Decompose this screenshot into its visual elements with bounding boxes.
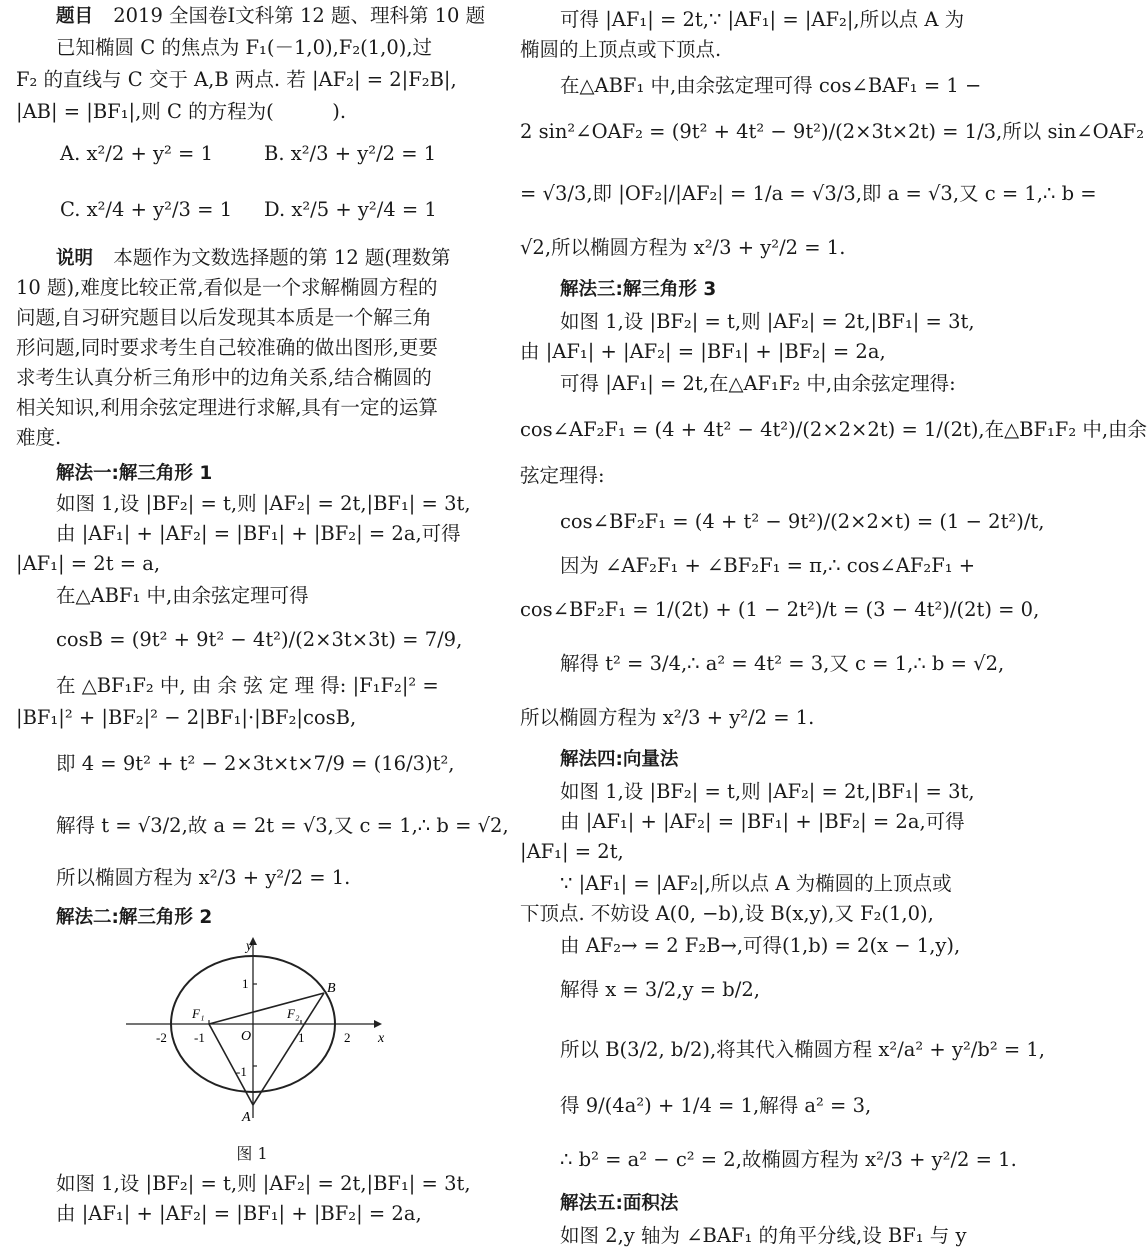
method2-formula: = √3/3,即 |OF₂|/|AF₂| = 1/a = √3/3,即 a = √3,又 c = 1,∴ b = (520, 182, 1097, 205)
point-a-label: A (242, 1110, 251, 1125)
method1-line: 在△ABF₁ 中,由余弦定理可得 (56, 584, 309, 607)
x-tick-label: 2 (344, 1030, 351, 1045)
option-c: C. x²/4 + y²/3 = 1 (60, 198, 233, 221)
note-line: 10 题),难度比较正常,看似是一个求解椭圆方程的 (16, 276, 438, 299)
method1-formula: cosB = (9t² + 9t² − 4t²)/(2×3t×3t) = 7/9, (56, 628, 463, 651)
method4-line: 由 AF₂→ = 2 F₂B→,可得(1,b) = 2(x − 1,y), (560, 934, 961, 957)
method1-line: |AF₁| = 2t = a, (16, 552, 161, 575)
note-first-line (16, 244, 488, 273)
x-axis-label: x (378, 1031, 385, 1046)
method2-conclusion: √2,所以椭圆方程为 x²/3 + y²/2 = 1. (520, 236, 846, 259)
point-b-label: B (327, 981, 336, 996)
method3-formula: cos∠BF₂F₁ = (4 + t² − 9t²)/(2×2×t) = (1 − 2t²)/t, (560, 510, 1045, 533)
method4-line: 所以 B(3/2, b/2),将其代入椭圆方程 x²/a² + y²/b² = 1, (560, 1038, 1045, 1061)
problem-line: |AB| = |BF₁|,则 C 的方程为( ). (16, 100, 347, 123)
method1-line: 如图 1,设 |BF₂| = t,则 |AF₂| = 2t,|BF₁| = 3t, (56, 492, 471, 515)
method4-line: 得 9/(4a²) + 1/4 = 1,解得 a² = 3, (560, 1094, 872, 1117)
y-tick-label: -1 (236, 1064, 247, 1079)
note-line: 问题,自习研究题目以后发现其本质是一个解三角 (16, 306, 432, 329)
method4-line: |AF₁| = 2t, (520, 840, 624, 863)
method2-line: 椭圆的上顶点或下顶点. (520, 38, 722, 61)
method4-line: 下顶点. 不妨设 A(0, −b),设 B(x,y),又 F₂(1,0), (520, 902, 934, 925)
problem-title (16, 2, 488, 31)
method4-line: 由 |AF₁| + |AF₂| = |BF₁| + |BF₂| = 2a,可得 (560, 810, 965, 833)
point-f1-label: F₁ (192, 1006, 205, 1021)
x-tick-label: 1 (298, 1030, 305, 1045)
note-line: 本题作为文数选择题的第 12 题(理数第 (113, 246, 451, 269)
method3-heading: 解法三:解三角形 3 (560, 279, 717, 300)
method3-formula: cos∠AF₂F₁ = (4 + 4t² − 4t²)/(2×2×2t) = 1/(2t),在△BF₁F₂ 中,由余 (520, 418, 1147, 441)
method3-line: 如图 1,设 |BF₂| = t,则 |AF₂| = 2t,|BF₁| = 3t, (560, 310, 975, 333)
method2-line: 可得 |AF₁| = 2t,∵ |AF₁| = |AF₂|,所以点 A 为 (560, 8, 965, 31)
origin-label: O (241, 1029, 252, 1044)
method1-conclusion: 所以椭圆方程为 x²/3 + y²/2 = 1. (56, 866, 351, 889)
problem-line: 已知椭圆 C 的焦点为 F₁(－1,0),F₂(1,0),过 (56, 36, 433, 59)
method3-line: 可得 |AF₁| = 2t,在△AF₁F₂ 中,由余弦定理得: (560, 372, 956, 395)
method2-line: 在△ABF₁ 中,由余弦定理可得 cos∠BAF₁ = 1 − (560, 74, 982, 97)
method4-line: ∵ |AF₁| = |AF₂|,所以点 A 为椭圆的上顶点或 (560, 872, 952, 895)
problem-source: 2019 全国卷Ⅰ文科第 12 题、理科第 10 题 (113, 4, 486, 27)
method5-heading: 解法五:面积法 (560, 1193, 679, 1214)
method2-line: 由 |AF₁| + |AF₂| = |BF₁| + |BF₂| = 2a, (56, 1202, 422, 1225)
method3-line: 解得 t² = 3/4,∴ a² = 4t² = 3,又 c = 1,∴ b = √2, (560, 652, 1005, 675)
method4-conclusion: ∴ b² = a² − c² = 2,故椭圆方程为 x²/3 + y²/2 = 1. (560, 1148, 1017, 1171)
method3-line: 由 |AF₁| + |AF₂| = |BF₁| + |BF₂| = 2a, (520, 340, 886, 363)
method2-heading: 解法二:解三角形 2 (56, 907, 213, 928)
option-b: B. x²/3 + y²/2 = 1 (264, 142, 437, 165)
method4-heading: 解法四:向量法 (560, 749, 679, 770)
point-f2-label: F₂ (287, 1006, 300, 1021)
method5-line: 如图 2,y 轴为 ∠BAF₁ 的角平分线,设 BF₁ 与 y (560, 1224, 967, 1247)
method3-conclusion: 所以椭圆方程为 x²/3 + y²/2 = 1. (520, 706, 815, 729)
method2-formula: 2 sin²∠OAF₂ = (9t² + 4t² − 9t²)/(2×3t×2t) = 1/3,所以 sin∠OAF₂ (520, 120, 1145, 143)
problem-title-label: 题目 (56, 6, 94, 27)
x-tick-label: -1 (194, 1030, 205, 1045)
option-d: D. x²/5 + y²/4 = 1 (264, 198, 437, 221)
option-a: A. x²/2 + y² = 1 (60, 142, 213, 165)
x-tick-label: -2 (156, 1030, 167, 1045)
method2-line: 如图 1,设 |BF₂| = t,则 |AF₂| = 2t,|BF₁| = 3t, (56, 1172, 471, 1195)
method1-heading: 解法一:解三角形 1 (56, 463, 213, 484)
method3-line: 弦定理得: (520, 464, 605, 487)
y-axis-label: y (246, 939, 253, 954)
note-line: 求考生认真分析三角形中的边角关系,结合椭圆的 (16, 366, 432, 389)
note-line: 相关知识,利用余弦定理进行求解,具有一定的运算 (16, 396, 438, 419)
y-tick-label: 1 (242, 976, 249, 991)
problem-line: F₂ 的直线与 C 交于 A,B 两点. 若 |AF₂| = 2|F₂B|, (16, 68, 457, 91)
method3-formula: cos∠BF₂F₁ = 1/(2t) + (1 − 2t²)/t = (3 − 4t²)/(2t) = 0, (520, 598, 1040, 621)
method1-line: 解得 t = √3/2,故 a = 2t = √3,又 c = 1,∴ b = √2, (56, 814, 509, 837)
figure-caption: 图 1 (236, 1144, 268, 1163)
figure-1-ellipse-diagram (116, 930, 396, 1130)
method1-formula: 即 4 = 9t² + t² − 2×3t×t×7/9 = (16/3)t², (56, 752, 455, 775)
method1-line: 由 |AF₁| + |AF₂| = |BF₁| + |BF₂| = 2a,可得 (56, 522, 461, 545)
method1-line: |BF₁|² + |BF₂|² − 2|BF₁|·|BF₂|cosB, (16, 706, 357, 729)
method4-line: 解得 x = 3/2,y = b/2, (560, 978, 760, 1001)
x-axis-arrow-icon (374, 1020, 382, 1028)
method1-line: 在 △BF₁F₂ 中, 由 余 弦 定 理 得: |F₁F₂|² = (56, 674, 439, 697)
method4-line: 如图 1,设 |BF₂| = t,则 |AF₂| = 2t,|BF₁| = 3t, (560, 780, 975, 803)
note-line: 形问题,同时要求考生自己较准确的做出图形,更要 (16, 336, 438, 359)
method3-line: 因为 ∠AF₂F₁ + ∠BF₂F₁ = π,∴ cos∠AF₂F₁ + (560, 554, 976, 577)
note-label: 说明 (56, 248, 94, 269)
note-line: 难度. (16, 426, 62, 449)
